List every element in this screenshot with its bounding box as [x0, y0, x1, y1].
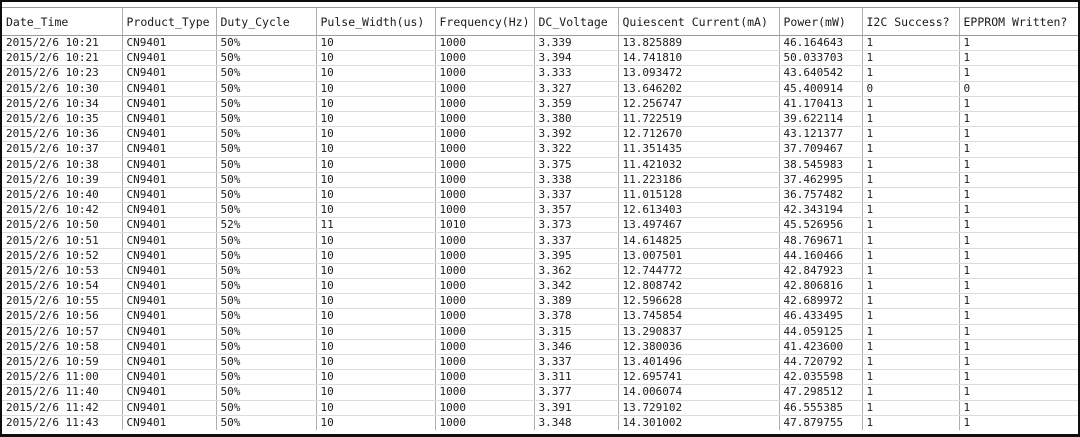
cell: 1 — [862, 142, 959, 157]
cell: 10 — [316, 370, 435, 385]
cell: 2015/2/6 10:50 — [2, 218, 122, 233]
cell: 3.339 — [534, 36, 618, 51]
cell: 13.745854 — [618, 309, 779, 324]
cell: 46.433495 — [779, 309, 862, 324]
cell: 12.380036 — [618, 339, 779, 354]
cell: 1000 — [435, 294, 534, 309]
table-row — [2, 36, 1078, 51]
cell: 2015/2/6 10:54 — [2, 279, 122, 294]
table-row — [2, 96, 1078, 111]
cell: 44.059125 — [779, 324, 862, 339]
cell: 50% — [216, 415, 316, 430]
table-row — [2, 142, 1078, 157]
cell: 2015/2/6 10:59 — [2, 354, 122, 369]
cell: 11.722519 — [618, 111, 779, 126]
table-row — [2, 370, 1078, 385]
cell: CN9401 — [122, 96, 216, 111]
cell: 3.333 — [534, 66, 618, 81]
cell: 1000 — [435, 142, 534, 157]
cell: 50% — [216, 324, 316, 339]
cell: 50% — [216, 309, 316, 324]
cell: CN9401 — [122, 354, 216, 369]
cell: 12.596628 — [618, 294, 779, 309]
cell: 1000 — [435, 233, 534, 248]
cell: 12.712670 — [618, 127, 779, 142]
cell: 2015/2/6 10:51 — [2, 233, 122, 248]
cell: 2015/2/6 10:37 — [2, 142, 122, 157]
table-row — [2, 218, 1078, 233]
cell: 10 — [316, 233, 435, 248]
cell: 1000 — [435, 400, 534, 415]
cell: 1000 — [435, 279, 534, 294]
cell: 0 — [959, 81, 1078, 96]
cell: 13.646202 — [618, 81, 779, 96]
cell: 13.497467 — [618, 218, 779, 233]
cell: 45.400914 — [779, 81, 862, 96]
cell: 3.338 — [534, 172, 618, 187]
cell: 38.545983 — [779, 157, 862, 172]
cell: 10 — [316, 400, 435, 415]
table-row — [2, 157, 1078, 172]
table-row — [2, 263, 1078, 278]
cell: 12.256747 — [618, 96, 779, 111]
cell: 1 — [959, 203, 1078, 218]
cell: 50% — [216, 127, 316, 142]
cell: 50% — [216, 400, 316, 415]
cell: 1000 — [435, 309, 534, 324]
column-header: Product_Type — [122, 8, 216, 36]
cell: 3.392 — [534, 127, 618, 142]
cell: 50% — [216, 385, 316, 400]
cell: CN9401 — [122, 81, 216, 96]
cell: 41.170413 — [779, 96, 862, 111]
cell: CN9401 — [122, 233, 216, 248]
cell: 3.311 — [534, 370, 618, 385]
cell: 2015/2/6 10:35 — [2, 111, 122, 126]
cell: 2015/2/6 10:21 — [2, 36, 122, 51]
cell: 1000 — [435, 111, 534, 126]
cell: 37.709467 — [779, 142, 862, 157]
cell: 3.346 — [534, 339, 618, 354]
cell: 10 — [316, 81, 435, 96]
cell: 1 — [959, 263, 1078, 278]
column-header: Frequency(Hz) — [435, 8, 534, 36]
cell: 14.741810 — [618, 51, 779, 66]
cell: 1 — [862, 218, 959, 233]
cell: 1000 — [435, 66, 534, 81]
cell: 1 — [959, 248, 1078, 263]
cell: 10 — [316, 415, 435, 430]
cell: 2015/2/6 11:43 — [6, 415, 99, 429]
cell: 1 — [959, 127, 1078, 142]
cell: CN9401 — [122, 263, 216, 278]
cell: 1 — [959, 324, 1078, 339]
cell: 2015/2/6 10:38 — [2, 157, 122, 172]
cell: 10 — [316, 96, 435, 111]
cell: CN9401 — [122, 309, 216, 324]
cell: CN9401 — [122, 339, 216, 354]
cell: CN9401 — [122, 157, 216, 172]
cell: 10 — [316, 354, 435, 369]
cell: CN9401 — [122, 370, 216, 385]
cell: 13.825889 — [618, 36, 779, 51]
cell: 42.689972 — [779, 294, 862, 309]
cell: 10 — [316, 385, 435, 400]
cell: 1 — [959, 354, 1078, 369]
cell: 2015/2/6 11:00 — [2, 370, 122, 385]
cell: 10 — [316, 324, 435, 339]
cell: CN9401 — [122, 415, 216, 430]
cell: 2015/2/6 10:39 — [2, 172, 122, 187]
cell: 1000 — [435, 157, 534, 172]
cell: 36.757482 — [779, 187, 862, 202]
table-row — [2, 172, 1078, 187]
cell: 1 — [862, 187, 959, 202]
cell: 1 — [959, 187, 1078, 202]
table-row — [2, 203, 1078, 218]
cell: 1 — [862, 354, 959, 369]
cell: 1 — [959, 385, 1078, 400]
cell: 1000 — [435, 354, 534, 369]
cell: 1 — [862, 51, 959, 66]
cell: CN9401 — [122, 385, 216, 400]
cell: 1000 — [435, 96, 534, 111]
cell: 1 — [862, 400, 959, 415]
cell: 2015/2/6 10:30 — [2, 81, 122, 96]
cell: 1 — [959, 339, 1078, 354]
cell: 13.290837 — [618, 324, 779, 339]
cell: 10 — [316, 127, 435, 142]
cell: 1 — [862, 370, 959, 385]
cell: 1 — [862, 263, 959, 278]
cell: 2015/2/6 10:58 — [2, 339, 122, 354]
cell: 41.423600 — [779, 339, 862, 354]
table-row — [2, 111, 1078, 126]
cell: 1000 — [435, 203, 534, 218]
cell: 1 — [862, 96, 959, 111]
cell: 50% — [216, 142, 316, 157]
cell: 1 — [862, 203, 959, 218]
cell: 1 — [862, 36, 959, 51]
cell: CN9401 — [122, 172, 216, 187]
cell: 3.380 — [534, 111, 618, 126]
cell: 1000 — [435, 51, 534, 66]
cell: 47.298512 — [779, 385, 862, 400]
cell: 3.348 — [534, 415, 618, 430]
cell: 3.394 — [534, 51, 618, 66]
cell: 50% — [216, 279, 316, 294]
cell: 10 — [316, 294, 435, 309]
column-header: DC_Voltage — [534, 8, 618, 36]
cell: 1000 — [435, 263, 534, 278]
cell: 12.613403 — [618, 203, 779, 218]
cell: 50% — [216, 233, 316, 248]
cell: 3.357 — [534, 203, 618, 218]
cell: 3.337 — [534, 354, 618, 369]
cell: CN9401 — [122, 203, 216, 218]
table-row — [2, 279, 1078, 294]
cell: 2015/2/6 10:57 — [2, 324, 122, 339]
cell: 2015/2/6 10:55 — [2, 294, 122, 309]
cell: CN9401 — [122, 218, 216, 233]
cell: 50% — [216, 339, 316, 354]
cell: 50% — [216, 354, 316, 369]
cell: 50.033703 — [779, 51, 862, 66]
cell: CN9401 — [122, 294, 216, 309]
column-header: Date_Time — [2, 8, 122, 36]
cell: 1 — [862, 172, 959, 187]
cell: 10 — [316, 203, 435, 218]
cell: 50% — [216, 96, 316, 111]
cell: 3.373 — [534, 218, 618, 233]
cell: 14.614825 — [618, 233, 779, 248]
cell: 2015/2/6 10:56 — [2, 309, 122, 324]
cell: 1000 — [435, 370, 534, 385]
cell: 10 — [316, 66, 435, 81]
cell: 1000 — [435, 339, 534, 354]
cell: 11 — [316, 218, 435, 233]
cell: 3.395 — [534, 248, 618, 263]
cell: 42.343194 — [779, 203, 862, 218]
cell: 52% — [216, 218, 316, 233]
cell: CN9401 — [122, 248, 216, 263]
table-row — [2, 324, 1078, 339]
cell: 10 — [316, 279, 435, 294]
cell: 10 — [316, 111, 435, 126]
cell: 1 — [862, 233, 959, 248]
cell: 1 — [862, 279, 959, 294]
cell: CN9401 — [122, 187, 216, 202]
cell: 1 — [959, 218, 1078, 233]
header-row — [2, 8, 1078, 36]
cell: 1000 — [435, 385, 534, 400]
cell: 1 — [862, 66, 959, 81]
cell: 1000 — [435, 36, 534, 51]
cell: 12.744772 — [618, 263, 779, 278]
cell: 39.622114 — [779, 111, 862, 126]
cell: 0 — [862, 81, 959, 96]
cell: 2015/2/6 10:42 — [2, 203, 122, 218]
cell: 10 — [316, 263, 435, 278]
cell: 1 — [959, 294, 1078, 309]
cell: 1000 — [435, 248, 534, 263]
cell: 2015/2/6 10:21 — [2, 51, 122, 66]
cell: 2015/2/6 10:52 — [2, 248, 122, 263]
cell: 50% — [216, 370, 316, 385]
cell: 10 — [316, 187, 435, 202]
cell: 1010 — [435, 218, 534, 233]
cell: 2015/2/6 10:53 — [2, 263, 122, 278]
cell: 2015/2/6 10:23 — [2, 66, 122, 81]
cell: CN9401 — [122, 36, 216, 51]
column-header: EPPROM Written? — [959, 8, 1078, 36]
cell: 2015/2/6 11:40 — [2, 385, 122, 400]
cell: 11.015128 — [618, 187, 779, 202]
cell: 50% — [216, 66, 316, 81]
cell: 44.160466 — [779, 248, 862, 263]
cell: 1000 — [435, 81, 534, 96]
cell: 37.462995 — [779, 172, 862, 187]
cell: 1 — [862, 415, 959, 430]
cell: 1 — [862, 111, 959, 126]
cell: 12.808742 — [618, 279, 779, 294]
cell: 1 — [959, 279, 1078, 294]
cell: 1 — [862, 385, 959, 400]
column-header: Power(mW) — [779, 8, 862, 36]
cell: 50% — [216, 157, 316, 172]
column-header: Quiescent Current(mA) — [618, 8, 779, 36]
table-row — [2, 66, 1078, 81]
cell: 3.322 — [534, 142, 618, 157]
cell: 13.401496 — [618, 354, 779, 369]
cell: CN9401 — [122, 400, 216, 415]
measurement-log-table — [2, 7, 1078, 430]
cell: 2015/2/6 10:36 — [2, 127, 122, 142]
cell: 50% — [216, 263, 316, 278]
cell: 11.351435 — [618, 142, 779, 157]
table-row — [2, 309, 1078, 324]
cell: 1 — [959, 96, 1078, 111]
cell: 12.695741 — [618, 370, 779, 385]
cell: 1 — [862, 294, 959, 309]
table-row — [2, 415, 1078, 430]
cell: 1 — [959, 142, 1078, 157]
cell: 3.389 — [534, 294, 618, 309]
table-row — [2, 354, 1078, 369]
table-row — [2, 339, 1078, 354]
cell: 3.377 — [534, 385, 618, 400]
cell: CN9401 — [122, 142, 216, 157]
cell: 1 — [959, 415, 1078, 430]
cell: 3.359 — [534, 96, 618, 111]
column-header: Pulse_Width(us) — [316, 8, 435, 36]
cell: 10 — [316, 157, 435, 172]
cell: 2015/2/6 10:40 — [2, 187, 122, 202]
cell: 1 — [959, 66, 1078, 81]
cell: 1 — [959, 36, 1078, 51]
cell: CN9401 — [122, 279, 216, 294]
cell: 3.375 — [534, 157, 618, 172]
cell: 11.421032 — [618, 157, 779, 172]
cell: 14.006074 — [618, 385, 779, 400]
cell: 43.640542 — [779, 66, 862, 81]
cell: 46.555385 — [779, 400, 862, 415]
cell: 48.769671 — [779, 233, 862, 248]
table-row — [2, 233, 1078, 248]
column-header: I2C Success? — [862, 8, 959, 36]
cell: 44.720792 — [779, 354, 862, 369]
cell: 13.729102 — [618, 400, 779, 415]
cell: 1 — [959, 233, 1078, 248]
table-row — [2, 248, 1078, 263]
cell: 50% — [216, 187, 316, 202]
cell: 3.342 — [534, 279, 618, 294]
cell: 10 — [316, 172, 435, 187]
cell: 1 — [959, 370, 1078, 385]
cell: 42.806816 — [779, 279, 862, 294]
cell: 3.378 — [534, 309, 618, 324]
cell: CN9401 — [122, 66, 216, 81]
cell: 3.337 — [534, 187, 618, 202]
cell: 50% — [216, 36, 316, 51]
cell: 1000 — [435, 187, 534, 202]
cell: 43.121377 — [779, 127, 862, 142]
cell: 1 — [959, 309, 1078, 324]
cell: 1000 — [435, 127, 534, 142]
cell: 10 — [316, 36, 435, 51]
cell: 50% — [216, 203, 316, 218]
cell: 1 — [959, 400, 1078, 415]
cell: 1 — [862, 324, 959, 339]
cell: 10 — [316, 142, 435, 157]
cell: 1 — [862, 157, 959, 172]
cell: CN9401 — [122, 127, 216, 142]
cell: 13.093472 — [618, 66, 779, 81]
cell: 50% — [216, 248, 316, 263]
cell: 1 — [959, 157, 1078, 172]
cell: 11.223186 — [618, 172, 779, 187]
cell: 50% — [216, 294, 316, 309]
cell: 3.362 — [534, 263, 618, 278]
cell: 10 — [316, 309, 435, 324]
cell: 42.035598 — [779, 370, 862, 385]
cell: 3.391 — [534, 400, 618, 415]
cell: 1 — [959, 111, 1078, 126]
table-row — [2, 187, 1078, 202]
column-header: Duty_Cycle — [216, 8, 316, 36]
cell: 45.526956 — [779, 218, 862, 233]
cell: 14.301002 — [618, 415, 779, 430]
cell: 1000 — [435, 324, 534, 339]
cell: 3.327 — [534, 81, 618, 96]
cell: 1 — [959, 172, 1078, 187]
table-row — [2, 400, 1078, 415]
cell: 50% — [216, 51, 316, 66]
cell: CN9401 — [122, 324, 216, 339]
cell: 42.847923 — [779, 263, 862, 278]
cell: 50% — [216, 172, 316, 187]
cell: 1 — [959, 51, 1078, 66]
cell: CN9401 — [122, 51, 216, 66]
cell: 1000 — [435, 172, 534, 187]
table-row — [2, 81, 1078, 96]
cell: 1 — [862, 339, 959, 354]
cell: 10 — [316, 248, 435, 263]
cell: 1 — [862, 248, 959, 263]
cell: 10 — [316, 339, 435, 354]
cell: 3.315 — [534, 324, 618, 339]
cell: 2015/2/6 10:34 — [2, 96, 122, 111]
table-row — [2, 51, 1078, 66]
cell: 10 — [316, 51, 435, 66]
cell: 46.164643 — [779, 36, 862, 51]
cell: 2015/2/6 11:42 — [2, 400, 122, 415]
cell: 1000 — [435, 415, 534, 430]
cell: 47.879755 — [779, 415, 862, 430]
table-row — [2, 385, 1078, 400]
cell: 50% — [216, 81, 316, 96]
cell: 1 — [862, 309, 959, 324]
cell: 13.007501 — [618, 248, 779, 263]
cell: 3.337 — [534, 233, 618, 248]
table-row — [2, 294, 1078, 309]
cell: CN9401 — [122, 111, 216, 126]
cell: 1 — [862, 127, 959, 142]
table-row — [2, 127, 1078, 142]
cell: 50% — [216, 111, 316, 126]
